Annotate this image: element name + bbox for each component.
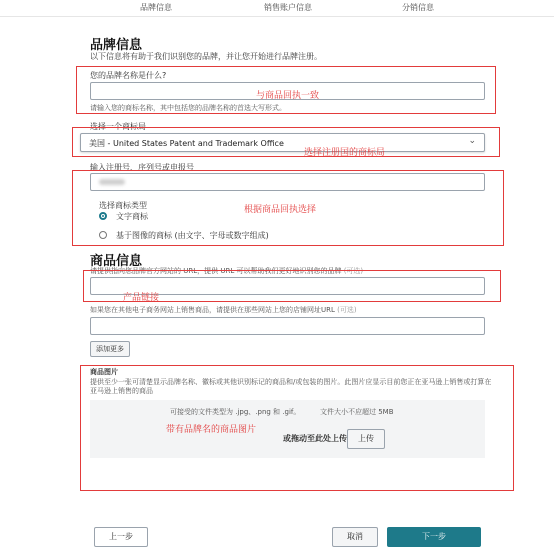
annotation-box-image (80, 365, 514, 491)
previous-button[interactable]: 上一步 (94, 527, 148, 547)
cancel-button[interactable]: 取消 (332, 527, 378, 547)
registration-number-label: 输入注册号、序列号或申报号 (90, 163, 194, 172)
product-section-title: 商品信息 (90, 254, 143, 269)
chevron-down-icon: ⌄ (468, 136, 476, 146)
next-button[interactable]: 下一步 (387, 527, 481, 547)
other-sites-input[interactable] (90, 317, 485, 335)
brand-section-subtitle: 以下信息将有助于我们识别您的品牌，并让您开始进行品牌注册。 (90, 52, 322, 61)
progress-steps (0, 0, 554, 17)
annotation-type: 根据商品回执选择 (244, 205, 317, 215)
radio-word-mark-label: 文字商标 (116, 212, 148, 221)
annotation-office: 选择注册国的商标局 (304, 148, 386, 158)
trademark-office-label: 选择一个商标局 (90, 122, 146, 131)
drag-upload-text: 或拖动至此处上传 (283, 434, 347, 443)
step-brand-info: 品牌信息 (140, 3, 172, 12)
website-label-text: 请提供指向您品牌官方网站的 URL，提供 URL 可以帮助我们更好地识别您的品牌 (90, 267, 342, 275)
brand-name-hint: 请输入您的商标名称，其中包括您的品牌名称的首选大写形式。 (90, 104, 286, 112)
product-images-desc: 提供至少一张可清楚显示品牌名称、徽标或其他识别标记的商品和/或包装的图片。此图片应显示目前您正在亚马逊上销售或打算在亚马逊上销售的商品 (90, 378, 492, 395)
annotation-brand-name: 与商品回执一致 (256, 91, 320, 101)
file-size-hint: 文件大小不应超过 5MB (320, 408, 394, 416)
annotation-website: 产品链接 (123, 293, 160, 303)
step-sales-account: 销售账户信息 (264, 3, 312, 12)
trademark-office-value: 美国 - United States Patent and Trademark Office (89, 139, 284, 148)
brand-name-label: 您的品牌名称是什么? (90, 71, 167, 80)
trademark-type-label: 选择商标类型 (99, 201, 147, 210)
website-optional: (可选) (343, 267, 364, 275)
add-more-button[interactable]: 添加更多 (90, 341, 130, 357)
step-distribution: 分销信息 (402, 3, 434, 12)
other-sites-optional: (可选) (337, 306, 357, 314)
radio-image-mark-label: 基于图像的商标 (由文字、字母或数字组成) (116, 231, 269, 240)
annotation-box-office (72, 127, 500, 157)
annotation-image: 带有品牌名的商品图片 (166, 425, 257, 435)
upload-button[interactable]: 上传 (347, 429, 385, 449)
other-sites-label (90, 305, 357, 315)
product-images-title: 商品图片 (90, 368, 118, 376)
other-sites-label-text: 如果您在其他电子商务网站上销售商品，请提供在那些网站上您的店铺网址URL (90, 306, 335, 314)
file-types-hint: 可接受的文件类型为 .jpg、.png 和 .gif。 (170, 408, 301, 416)
brand-section-title: 品牌信息 (90, 38, 143, 53)
